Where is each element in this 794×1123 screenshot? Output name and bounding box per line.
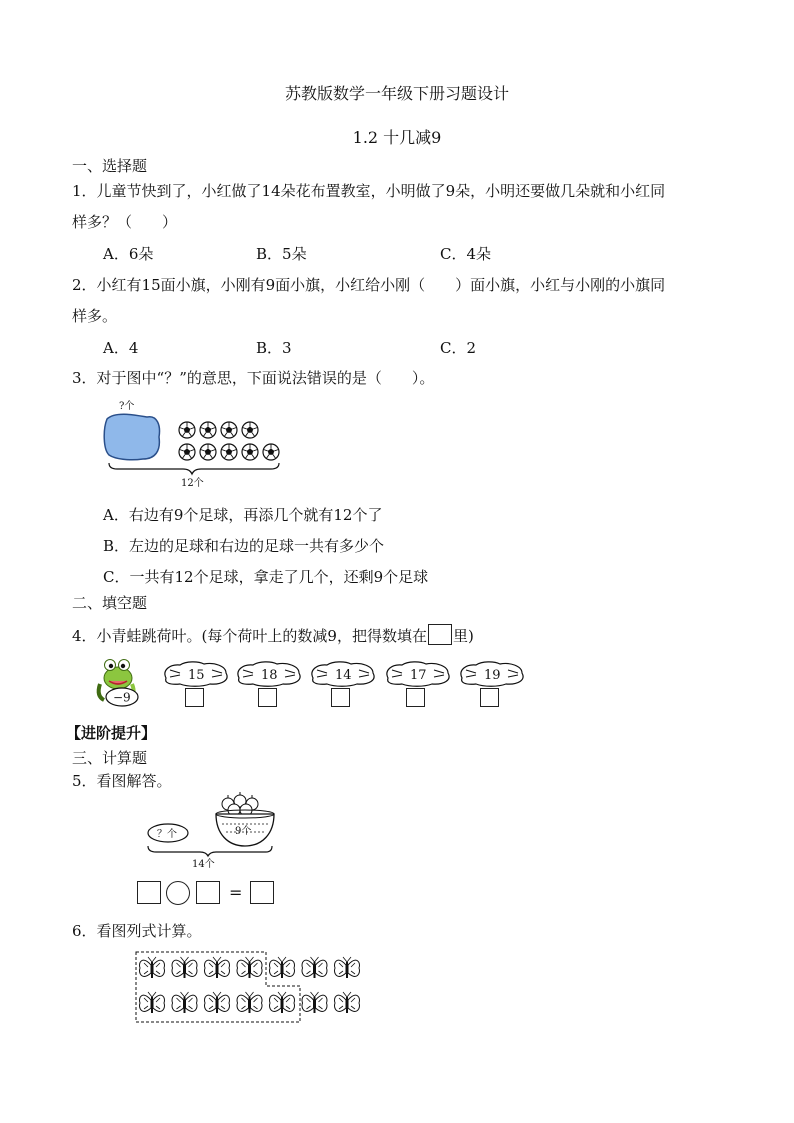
- q3-option-b[interactable]: B．左边的足球和右边的足球一共有多少个: [103, 537, 385, 555]
- soccer-ball-icon: [221, 422, 237, 438]
- q3-figure: [95, 395, 295, 490]
- q2-option-a[interactable]: A．4: [103, 339, 139, 357]
- soccer-ball-icon: [200, 444, 216, 460]
- leaf-number: 15: [188, 668, 205, 683]
- q5-text: 5．看图解答。: [72, 772, 172, 790]
- q1-text-line2: 样多？（ ）: [72, 213, 178, 231]
- q4-inline-answer-box: [428, 624, 452, 645]
- butterfly-icon: [334, 957, 359, 978]
- butterfly-icon: [204, 957, 229, 978]
- butterfly-icon: [302, 992, 327, 1013]
- q4-text-after: 里): [452, 627, 474, 645]
- q5-total-brace: [148, 846, 272, 856]
- q4-text: [72, 624, 474, 645]
- soccer-ball-icon: [221, 444, 237, 460]
- soccer-ball-icon: [179, 444, 195, 460]
- lotus-leaf-3: [307, 660, 379, 688]
- frog-label-badge: [102, 686, 142, 708]
- butterfly-icon: [269, 992, 294, 1013]
- leaf-number: 19: [484, 668, 501, 683]
- apple-icons: [222, 792, 258, 816]
- leaf-answer-box-5[interactable]: [480, 688, 499, 707]
- butterfly-icon: [302, 957, 327, 978]
- leaf-number: 14: [335, 668, 352, 683]
- soccer-ball-icon: [242, 422, 258, 438]
- lotus-leaf-2: [233, 660, 305, 688]
- butterfly-icon: [172, 992, 197, 1013]
- advanced-heading: 【进阶提升】: [66, 724, 157, 742]
- equation-operator-circle[interactable]: [166, 881, 190, 905]
- q2-option-c[interactable]: C．2: [440, 339, 477, 357]
- q4-text-before: 4．小青蛙跳荷叶。(每个荷叶上的数减9，把得数填在: [72, 627, 427, 645]
- section-heading-calc: 三、计算题: [72, 749, 148, 767]
- leaf-answer-box-2[interactable]: [258, 688, 277, 707]
- lotus-leaf-1: [160, 660, 232, 688]
- q3-option-c[interactable]: C．一共有12个足球，拿走了几个，还剩9个足球: [103, 568, 429, 586]
- q5-figure: [140, 790, 290, 870]
- butterfly-icon: [172, 957, 197, 978]
- leaf-answer-box-3[interactable]: [331, 688, 350, 707]
- leaf-answer-box-4[interactable]: [406, 688, 425, 707]
- soccer-ball-icon: [242, 444, 258, 460]
- butterfly-icon: [269, 957, 294, 978]
- q3-total-brace: [109, 463, 279, 474]
- leaf-answer-box-1[interactable]: [185, 688, 204, 707]
- equation-result-box[interactable]: [250, 881, 274, 904]
- q5-total-label: 14个: [192, 859, 215, 870]
- butterfly-icon: [237, 992, 262, 1013]
- q2-option-b[interactable]: B．3: [256, 339, 292, 357]
- butterfly-icon: [139, 992, 164, 1013]
- q3-question-label: ?个: [119, 401, 135, 412]
- leaf-number: 18: [261, 668, 278, 683]
- soccer-ball-icon: [200, 422, 216, 438]
- q6-butterfly-figure: [132, 948, 372, 1028]
- soccer-ball-icon: [263, 444, 279, 460]
- frog-minus-nine: −9: [113, 690, 131, 705]
- leaf-number: 17: [410, 668, 427, 683]
- section-heading-choice: 一、选择题: [72, 157, 148, 175]
- equation-box-2[interactable]: [196, 881, 220, 904]
- q3-text: 3．对于图中“？”的意思，下面说法错误的是（ ）。: [72, 369, 435, 387]
- soccer-balls: [179, 422, 279, 460]
- equals-sign: =: [229, 883, 243, 902]
- bowl-label: 9个: [235, 826, 252, 837]
- plate-label: ？个: [157, 829, 177, 840]
- butterfly-icon: [334, 992, 359, 1013]
- q3-option-a[interactable]: A．右边有9个足球，再添几个就有12个了: [103, 506, 383, 524]
- q1-option-b[interactable]: B．5朵: [256, 245, 307, 263]
- q2-text-line1: 2．小红有15面小旗，小刚有9面小旗，小红给小刚（ ）面小旗，小红与小刚的小旗同: [72, 276, 666, 294]
- lotus-leaf-4: [382, 660, 454, 688]
- q1-option-c[interactable]: C．4朵: [440, 245, 492, 263]
- butterfly-icon: [204, 992, 229, 1013]
- q2-text-line2: 样多。: [72, 307, 118, 325]
- butterfly-icon: [237, 957, 262, 978]
- soccer-ball-icon: [179, 422, 195, 438]
- q3-total-label: 12个: [181, 478, 204, 489]
- page-subtitle: 1.2 十几减9: [352, 128, 442, 147]
- q1-text-line1: 1．儿童节快到了，小红做了14朵花布置教室，小明做了9朵，小明还要做几朵就和小红同: [72, 182, 666, 200]
- section-heading-fill: 二、填空题: [72, 594, 148, 612]
- q1-option-a[interactable]: A．6朵: [103, 245, 154, 263]
- butterfly-icon: [139, 957, 164, 978]
- lotus-leaf-5: [456, 660, 528, 688]
- q3-covered-blob: [104, 414, 159, 460]
- equation-box-1[interactable]: [137, 881, 161, 904]
- page-title: 苏教版数学一年级下册习题设计: [284, 84, 509, 103]
- q6-text: 6．看图列式计算。: [72, 922, 202, 940]
